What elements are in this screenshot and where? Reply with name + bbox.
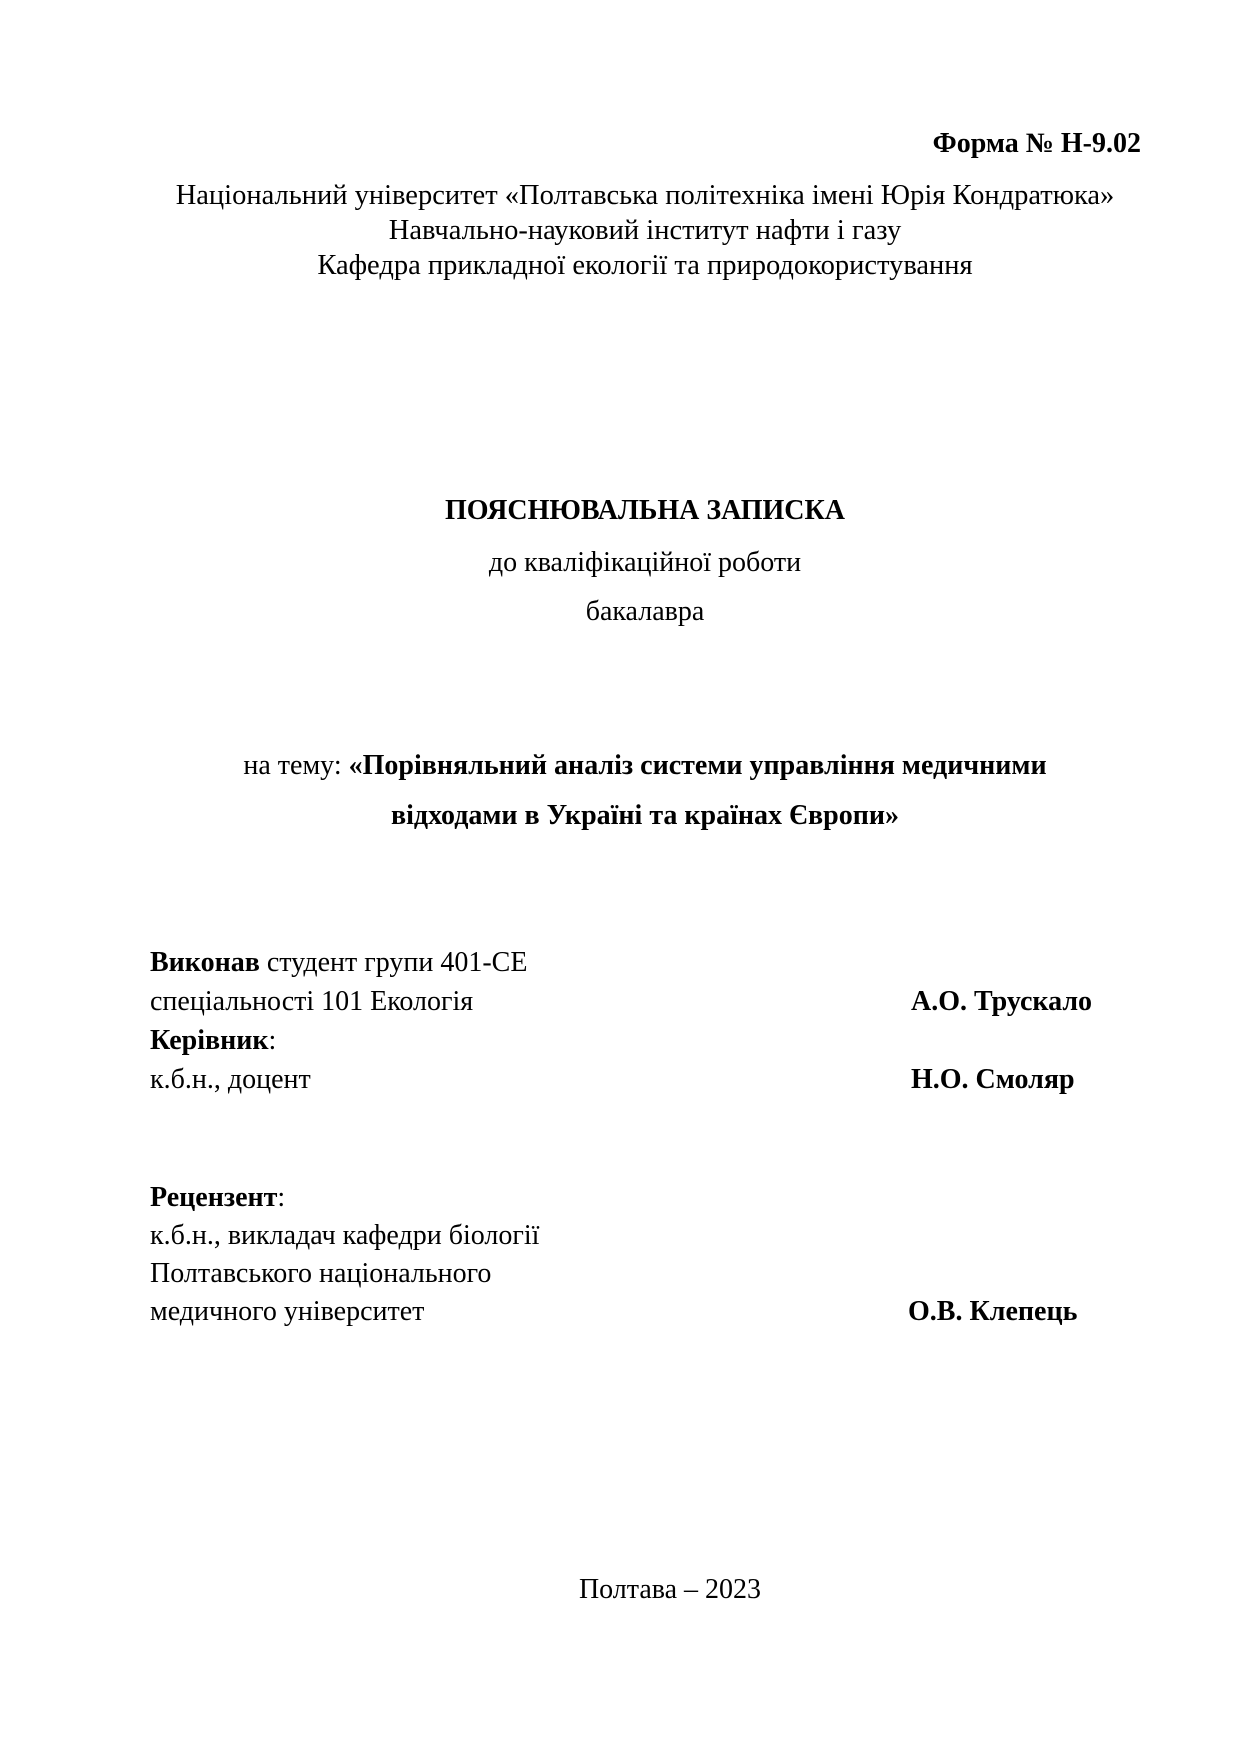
document-subtitle-2: бакалавра	[585, 596, 705, 627]
performer-name: А.О. Трускало	[911, 986, 1093, 1017]
performer-specialty: спеціальності 101 Екологія	[150, 986, 474, 1017]
reviewer-label: Рецензент	[150, 1182, 278, 1213]
topic-line-2: відходами в Україні та країнах Європи»	[391, 800, 899, 831]
document-title: ПОЯСНЮВАЛЬНА ЗАПИСКА	[444, 495, 846, 526]
supervisor-title: к.б.н., доцент	[150, 1064, 311, 1095]
reviewer-name: О.В. Клепець	[908, 1296, 1078, 1327]
supervisor-name: Н.О. Смоляр	[911, 1064, 1075, 1095]
performer-group: студент групи 401-СЕ	[259, 947, 528, 978]
university-name: Національний університет «Полтавська політехніка імені Юрія Кондратюка»	[175, 180, 1115, 211]
reviewer-position: к.б.н., викладач кафедри біології	[150, 1220, 540, 1251]
reviewer-org-2: медичного університет	[150, 1296, 425, 1327]
supervisor-line	[150, 1027, 276, 1055]
performer-label: Виконав	[150, 947, 260, 978]
reviewer-line	[150, 1184, 285, 1212]
department-name: Кафедра прикладної екології та природокористування	[317, 250, 973, 281]
institute-name: Навчально-науковий інститут нафти і газу	[388, 215, 902, 246]
supervisor-label: Керівник	[150, 1025, 269, 1056]
reviewer-org-1: Полтавського національного	[150, 1258, 492, 1289]
topic-prefix: на тему:	[243, 750, 349, 781]
document-subtitle-1: до кваліфікаційної роботи	[488, 547, 802, 578]
topic-line-1	[0, 752, 1240, 780]
form-number: Форма № Н-9.02	[932, 128, 1141, 159]
topic-title-part-1: «Порівняльний аналіз системи управління медичними	[348, 750, 1047, 781]
performer-line-1	[150, 949, 527, 977]
city-year: Полтава – 2023	[578, 1574, 762, 1605]
supervisor-colon: :	[268, 1025, 277, 1056]
reviewer-colon: :	[277, 1182, 286, 1213]
